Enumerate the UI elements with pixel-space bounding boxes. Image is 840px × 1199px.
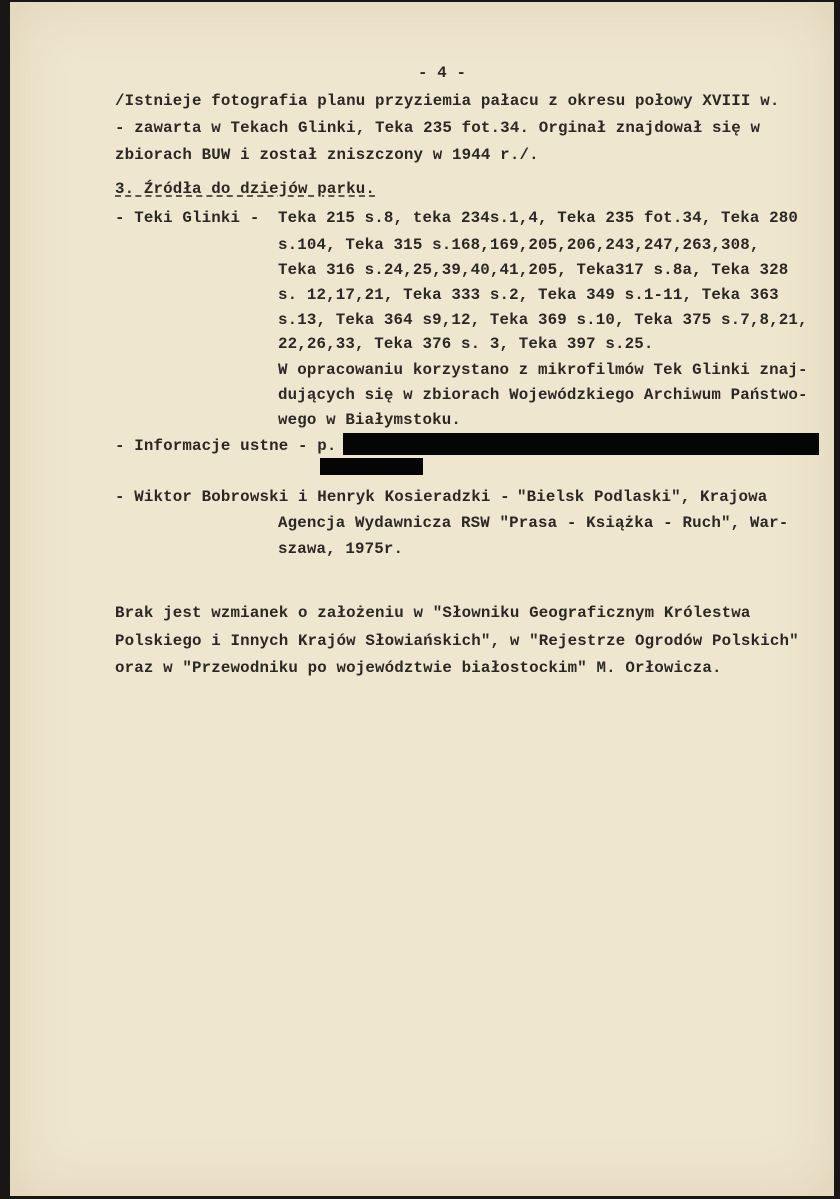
note-line-2: - zawarta w Tekach Glinki, Teka 235 fot.34. Orginał znajdował się w: [115, 119, 761, 137]
teki-line: wego w Białymstoku.: [278, 411, 461, 429]
redaction-bar: [343, 433, 819, 455]
page-number: - 4 -: [418, 64, 467, 82]
teki-line: s. 12,17,21, Teka 333 s.2, Teka 349 s.1-11, Teka 363: [278, 286, 779, 304]
note-line-1: /Istnieje fotografia planu przyziemia pałacu z okresu połowy XVIII w.: [115, 92, 780, 110]
teki-line: s.13, Teka 364 s9,12, Teka 369 s.10, Teka 375 s.7,8,21,: [278, 311, 808, 329]
teki-line: Teka 215 s.8, teka 234s.1,4, Teka 235 fot.34, Teka 280: [278, 209, 799, 227]
teki-line: s.104, Teka 315 s.168,169,205,206,243,247,263,308,: [278, 236, 760, 254]
bobrowski-title: "Bielsk Podlaski", Krajowa: [517, 488, 768, 506]
bobrowski-line: Agencja Wydawnicza RSW "Prasa - Książka - Ruch", War-: [278, 514, 789, 532]
section-heading: 3. Źródła do dziejów parku.: [115, 180, 376, 198]
redaction-bar: [320, 458, 423, 475]
bobrowski-label: - Wiktor Bobrowski i Henryk Kosieradzki -: [115, 488, 520, 506]
teki-line: Teka 316 s.24,25,39,40,41,205, Teka317 s.8a, Teka 328: [278, 261, 789, 279]
teki-label: - Teki Glinki -: [115, 209, 270, 227]
note-line-3: zbiorach BUW i został zniszczony w 1944 r./.: [115, 146, 539, 164]
informacje-label: - Informacje ustne - p.: [115, 437, 337, 455]
teki-line: W opracowaniu korzystano z mikrofilmów Tek Glinki znaj-: [278, 361, 808, 379]
closing-line-1: Brak jest wzmianek o założeniu w "Słowniku Geograficznym Królestwa: [115, 604, 751, 622]
teki-line: 22,26,33, Teka 376 s. 3, Teka 397 s.25.: [278, 335, 654, 353]
closing-line-2: Polskiego i Innych Krajów Słowiańskich", w "Rejestrze Ogrodów Polskich": [115, 632, 799, 650]
document-page: [10, 2, 834, 1196]
closing-line-3: oraz w "Przewodniku po województwie białostockim" M. Orłowicza.: [115, 659, 722, 677]
teki-line: dujących się w zbiorach Wojewódzkiego Archiwum Państwo-: [278, 386, 808, 404]
bobrowski-line: szawa, 1975r.: [278, 540, 404, 558]
